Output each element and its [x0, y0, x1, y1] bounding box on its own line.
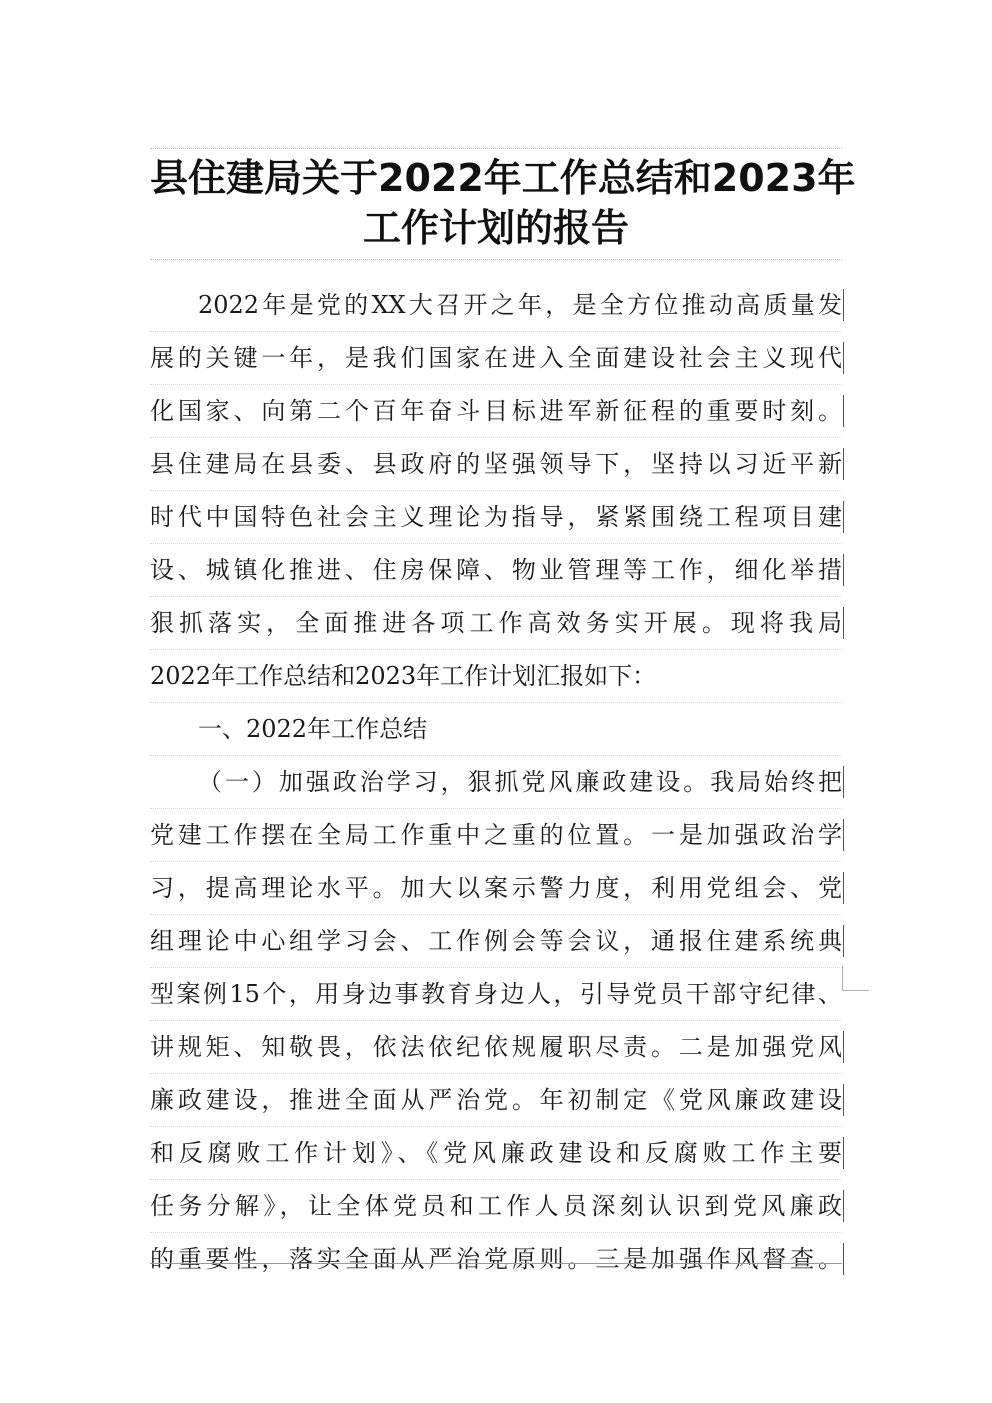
line-text: 任务分解》，让全体党员和工作人员深刻认识到党风廉政 [150, 1192, 842, 1220]
page-bottom-rule [150, 1263, 842, 1264]
line-text: 的重要性，落实全面从严治党原则。三是加强作风督查。 [150, 1245, 842, 1273]
paragraph-line [150, 1021, 842, 1074]
title-line-2: 工作计划的报告 [362, 206, 629, 250]
line-text: （一）加强政治学习，狠抓党风廉政建设。我局始终把 [198, 768, 842, 796]
line-text: 组理论中心组学习会、工作例会等会议，通报住建系统典 [150, 927, 842, 955]
line-text: 2022年是党的XX大召开之年，是全方位推动高质量发 [198, 291, 842, 319]
line-text: 县住建局在县委、县政府的坚强领导下，坚持以习近平新 [150, 450, 842, 478]
document-body [150, 279, 842, 1285]
line-text: 设、城镇化推进、住房保障、物业管理等工作，细化举措 [150, 556, 842, 584]
line-marker [843, 766, 844, 798]
paragraph-line [150, 438, 842, 491]
section-heading [150, 703, 842, 756]
title-line-1: 县住建局关于2022年工作总结和2023年 [150, 156, 856, 200]
line-marker [843, 289, 844, 321]
line-text: 讲规矩、知敬畏，依法依纪依规履职尽责。二是加强党风 [150, 1033, 842, 1061]
document-title [150, 148, 856, 260]
line-text: 展的关键一年，是我们国家在进入全面建设社会主义现代 [150, 344, 842, 372]
line-marker [843, 1084, 844, 1116]
line-marker [843, 448, 844, 480]
line-marker [843, 501, 844, 533]
line-marker [843, 819, 844, 851]
line-text: 党建工作摆在全局工作重中之重的位置。一是加强政治学 [150, 821, 842, 849]
heading-text: 一、2022年工作总结 [198, 715, 428, 743]
paragraph-line [150, 491, 842, 544]
paragraph-line [150, 597, 842, 650]
paragraph-line [150, 809, 842, 862]
line-text: 型案例15个，用身边事教育身边人，引导党员干部守纪律、 [150, 980, 842, 1008]
line-marker [843, 1243, 844, 1275]
line-text: 2022年工作总结和2023年工作计划汇报如下： [150, 662, 657, 690]
line-text: 廉政建设，推进全面从严治党。年初制定《党风廉政建设 [150, 1086, 842, 1114]
line-text: 化国家、向第二个百年奋斗目标进军新征程的重要时刻。 [150, 397, 842, 425]
line-marker [843, 554, 844, 586]
line-marker [843, 607, 844, 639]
paragraph-line [150, 279, 842, 332]
line-text: 时代中国特色社会主义理论为指导，紧紧围绕工程项目建 [150, 503, 842, 531]
line-marker [843, 395, 844, 427]
margin-tick [842, 966, 869, 991]
paragraph-line [150, 862, 842, 915]
paragraph-line [150, 385, 842, 438]
line-marker [843, 872, 844, 904]
paragraph-line [150, 650, 842, 703]
paragraph-line [150, 544, 842, 597]
paragraph-line [150, 756, 842, 809]
paragraph-line [150, 915, 842, 968]
line-marker [843, 925, 844, 957]
line-marker [843, 1137, 844, 1169]
paragraph-line [150, 1180, 842, 1233]
line-text: 狠抓落实，全面推进各项工作高效务实开展。现将我局 [150, 609, 842, 637]
paragraph-line [150, 1233, 842, 1285]
line-text: 习，提高理论水平。加大以案示警力度，利用党组会、党 [150, 874, 842, 902]
paragraph-line [150, 968, 842, 1021]
line-marker [843, 342, 844, 374]
paragraph-line [150, 1127, 842, 1180]
line-marker [843, 1190, 844, 1222]
paragraph-line [150, 1074, 842, 1127]
line-marker [843, 1031, 844, 1063]
line-text: 和反腐败工作计划》、《党风廉政建设和反腐败工作主要 [150, 1139, 842, 1167]
paragraph-line [150, 332, 842, 385]
